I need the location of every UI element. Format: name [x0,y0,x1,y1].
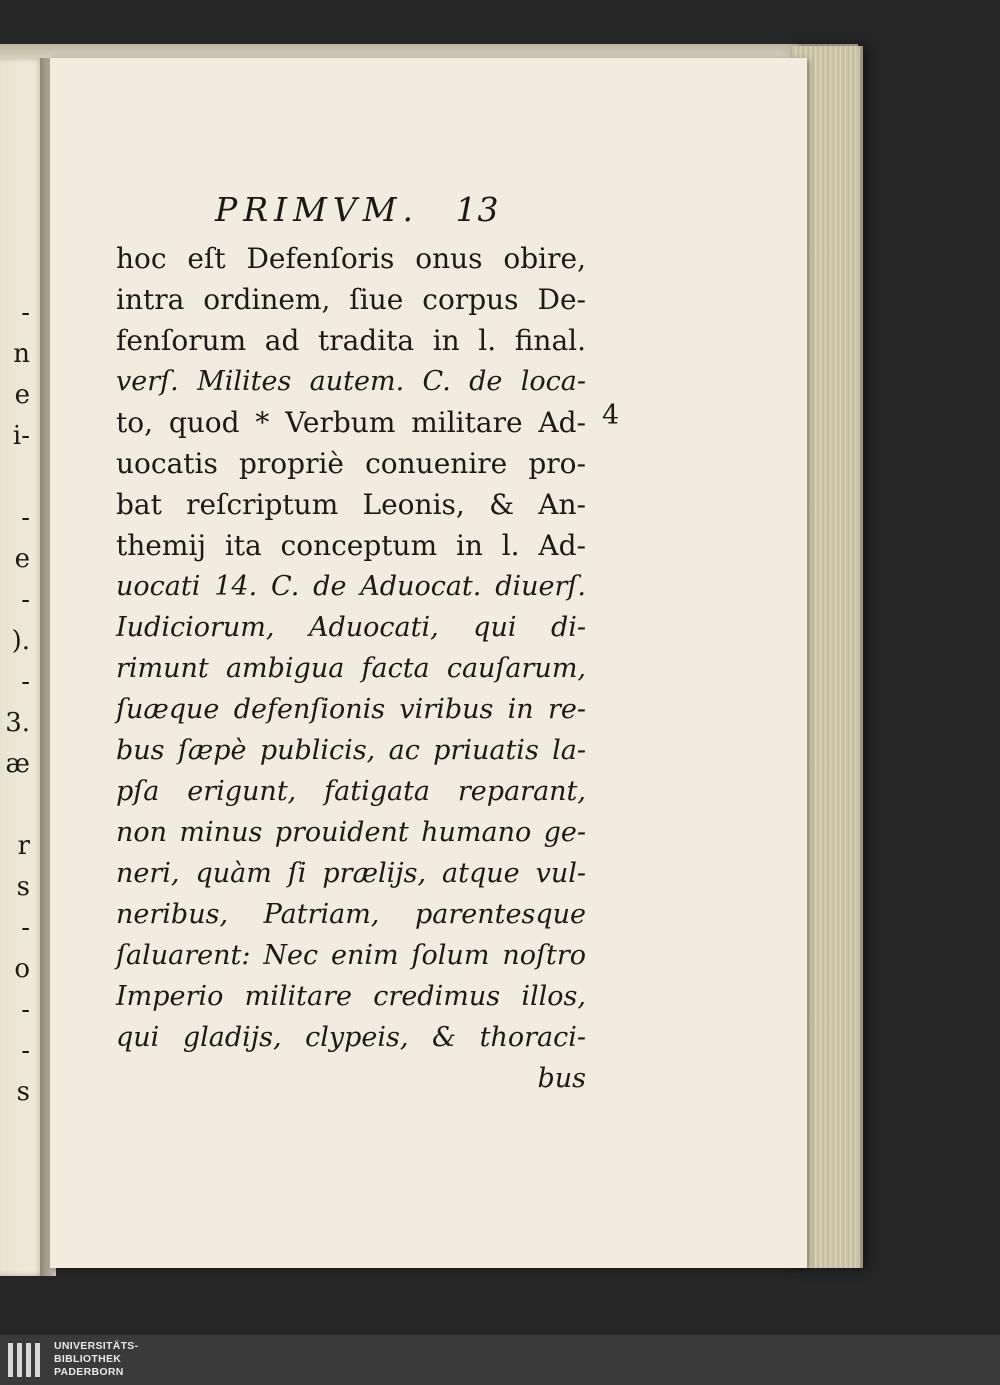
left-page-fragment: i- [12,421,30,451]
left-page-fragment: - [21,298,30,328]
text-line: ſuæque defenſionis viribus in re- [116,694,586,725]
left-page-fragment: r [17,831,30,861]
text-line: Imperio militare credimus illos, [116,981,586,1012]
text-line: intra ordinem, ſiue corpus De- [116,283,586,316]
left-page-fragment: s [16,1077,30,1107]
body-text [116,238,586,1099]
text-line: fenſorum ad tradita in l. final. [116,324,586,357]
text-line: Iudiciorum, Aduocati, qui di- [116,612,586,643]
page-number: 13 [455,190,500,229]
left-page-fragment: e [14,380,30,410]
left-page-fragment: - [21,503,30,533]
text-line: bus ſæpè publicis, ac priuatis la- [116,735,586,766]
left-page-fragment: - [21,995,30,1025]
left-page-fragment: n [13,339,30,369]
library-name-line2: BIBLIOTHEK [54,1353,122,1365]
text-line: rimunt ambigua facta cauſarum, [116,653,586,684]
text-line: neribus, Patriam, parentesque [116,899,586,930]
text-line: pſa erigunt, fatigata reparant, [116,776,586,807]
left-page-fragment: - [21,913,30,943]
text-line: uocatis propriè conuenire pro- [116,447,586,480]
library-name-line1: UNIVERSITÄTS- [54,1340,139,1352]
library-logo-icon [8,1343,48,1377]
text-line: qui gladijs, clypeis, & thoraci- [116,1022,586,1053]
left-page-fragment: - [21,667,30,697]
left-page-fragment: æ [5,749,30,779]
left-page-fragment: - [21,585,30,615]
text-line: hoc eſt Defenſoris onus obire, [116,242,586,275]
left-page-fragment: ). [11,626,30,656]
running-head [215,190,595,229]
left-page-fragment: 3. [5,708,30,738]
library-banner [0,1335,1000,1385]
text-line: non minus prouident humano ge- [116,817,586,848]
running-head-title: PRIMVM. [215,190,419,229]
library-name-line3: PADERBORN [54,1366,124,1378]
left-page-fragment: o [14,954,30,984]
catchword: bus [537,1063,586,1094]
margin-note: 4 [602,400,620,431]
text-line: themij ita conceptum in l. Ad- [116,529,586,562]
text-line: verſ. Milites autem. C. de loca- [116,366,586,397]
left-page-fragment: - [21,1036,30,1066]
right-page [50,58,807,1268]
text-line: to, quod * Verbum militare Ad- [116,406,586,439]
text-line: uocati 14. C. de Aduocat. diuerſ. [116,571,586,602]
text-line: ſaluarent: Nec enim ſolum noſtro [116,940,586,971]
left-page-fragment: s [16,872,30,902]
text-line: bat reſcriptum Leonis, & An- [116,488,586,521]
library-name [54,1340,138,1379]
text-line: neri, quàm ſi prælijs, atque vul- [116,858,586,889]
left-page-fragment: e [14,544,30,574]
